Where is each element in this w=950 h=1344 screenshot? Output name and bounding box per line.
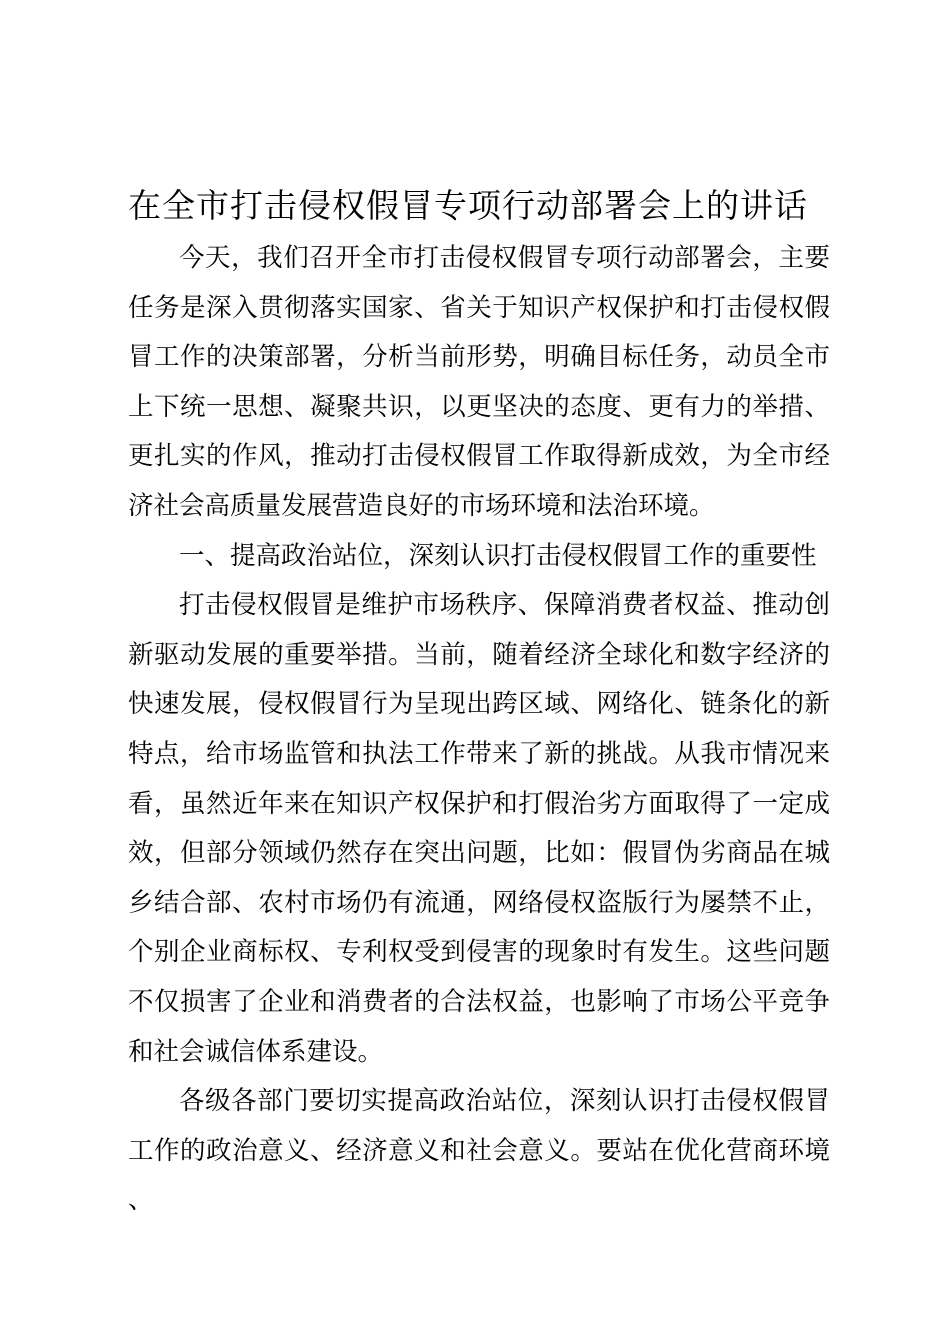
paragraph-situation: 打击侵权假冒是维护市场秩序、保障消费者权益、推动创新驱动发展的重要举措。当前，随着经济全球化和数字经济的快速发展，侵权假冒行为呈现出跨区域、网络化、链条化的新特点，给市场监管和执法工作带来了新的挑战。从我市情况来看，虽然近年来在知识产权保护和打假治劣方面取得了一定成效，但部分领域仍然存在突出问题，比如：假冒伪劣商品在城乡结合部、农村市场仍有流通，网络侵权盗版行为屡禁不止，个别企业商标权、专利权受到侵害的现象时有发生。这些问题不仅损害了企业和消费者的合法权益，也影响了市场公平竞争和社会诚信体系建设。 — [128, 590, 830, 1067]
section-heading-1: 一、提高政治站位，深刻认识打击侵权假冒工作的重要性 — [179, 540, 817, 571]
document-body — [128, 178, 830, 1226]
document-title: 在全市打击侵权假冒专项行动部署会上的讲话 — [128, 186, 808, 225]
paragraph-intro: 今天，我们召开全市打击侵权假冒专项行动部署会，主要任务是深入贯彻落实国家、省关于知识产权保护和打击侵权假冒工作的决策部署，分析当前形势，明确目标任务，动员全市上下统一思想、凝聚共识，以更坚决的态度、更有力的举措、更扎实的作风，推动打击侵权假冒工作取得新成效，为全市经济社会高质量发展营造良好的市场环境和法治环境。 — [128, 243, 830, 521]
paragraph-requirement: 各级各部门要切实提高政治站位，深刻认识打击侵权假冒工作的政治意义、经济意义和社会意义。要站在优化营商环境、 — [128, 1086, 830, 1216]
